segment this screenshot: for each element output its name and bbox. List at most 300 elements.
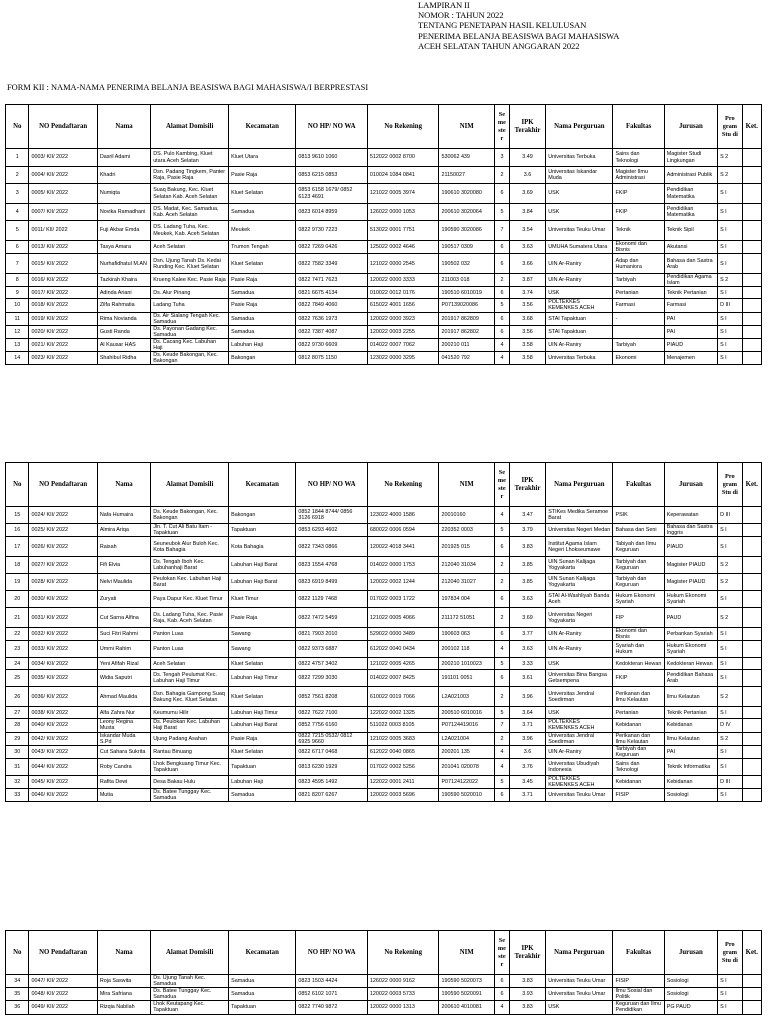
cell-nim: 220352 0003 xyxy=(439,524,495,537)
cell-perguruan: Universitas Negeri Medan xyxy=(546,524,613,537)
cell-perguruan: Universitas Iskandar Muda xyxy=(546,167,613,184)
cell-program: S I xyxy=(718,537,743,557)
cell-ket xyxy=(742,274,761,287)
cell-ipk: 3.85 xyxy=(509,574,545,591)
cell-nama: Nurhafidhatul M.AN xyxy=(97,254,150,274)
cell-no-pendaftaran: 0017/ KII/ 2022 xyxy=(29,287,97,299)
cell-program: S 2 xyxy=(718,608,743,628)
cell-hp: 0821 6675 4134 xyxy=(296,287,368,299)
cell-ipk: 3.76 xyxy=(509,758,545,775)
cell-nim: 200610 4010081 xyxy=(439,1001,495,1014)
recipient-table xyxy=(5,104,762,365)
column-header-hp: NO HP/ NO WA xyxy=(296,463,368,507)
column-header-no: No xyxy=(6,931,29,975)
cell-nim: 20010160 xyxy=(439,507,495,524)
cell-alamat: Ds. Batee Tunggay Kec. Samadua xyxy=(151,789,229,802)
cell-semester: 6 xyxy=(494,789,509,802)
cell-no-pendaftaran: 0020/ KII/ 2022 xyxy=(29,325,97,338)
cell-hp: 0822 6717 0468 xyxy=(296,745,368,758)
cell-alamat: Jln. T. Cut Ali Batu Itam - Tapaktuan xyxy=(151,524,229,537)
cell-jurusan: Farmasi xyxy=(664,299,717,312)
cell-perguruan: Universitas Negeri Yogyakarta xyxy=(546,608,613,628)
cell-no-pendaftaran: 0025/ KII/ 2022 xyxy=(29,524,97,537)
cell-semester: 5 xyxy=(494,775,509,788)
cell-program: S 2 xyxy=(718,557,743,574)
cell-alamat: Aceh Selatan xyxy=(151,241,229,254)
cell-no-pendaftaran: 0040/ KII/ 2022 xyxy=(29,719,97,732)
cell-nim: L2A021004 xyxy=(439,732,495,745)
cell-program: S I xyxy=(718,641,743,658)
column-header-ket: Ket. xyxy=(742,931,761,975)
cell-rekening: 010022 0012 0176 xyxy=(367,287,439,299)
cell-no: 8 xyxy=(6,274,29,287)
cell-rekening: 123022 0000 3295 xyxy=(367,352,439,365)
cell-nama: Raisah xyxy=(97,537,150,557)
cell-rekening: 010024 1084 0841 xyxy=(367,167,439,184)
column-header-no: No xyxy=(6,105,29,149)
cell-kecamatan: Samadua xyxy=(229,204,296,221)
table-row xyxy=(6,745,762,758)
cell-program: S I xyxy=(718,670,743,687)
cell-fakultas xyxy=(613,325,664,338)
cell-alamat: Panton Luas xyxy=(151,628,229,641)
cell-no: 19 xyxy=(6,574,29,591)
cell-kecamatan: Samadua xyxy=(229,325,296,338)
cell-alamat: Dsn. Padang Tingkem, Panter Raja, Pasie Raja xyxy=(151,167,229,184)
cell-no: 20 xyxy=(6,591,29,608)
cell-hp: 0822 4757 3402 xyxy=(296,658,368,670)
cell-hp: 0852 6102 1071 xyxy=(296,988,368,1001)
cell-nama: Tazkirah Khaira xyxy=(97,274,150,287)
cell-perguruan: USK xyxy=(546,658,613,670)
cell-hp: 0822 7740 9872 xyxy=(296,1001,368,1014)
cell-nama: Shahibul Ridha xyxy=(97,352,150,365)
cell-fakultas: Teknik xyxy=(613,221,664,241)
table-row xyxy=(6,325,762,338)
table-row xyxy=(6,732,762,745)
cell-alamat: Ds. Air Sialang Tengah Kec. Samadua xyxy=(151,312,229,325)
cell-no-pendaftaran: 0011/ KII/ 2022 xyxy=(29,221,97,241)
cell-fakultas: Keguruan dan Ilmu Pendidikan xyxy=(613,1001,664,1014)
cell-jurusan: PIAUD xyxy=(664,537,717,557)
cell-nama: Widia Saputri xyxy=(97,670,150,687)
cell-kecamatan: Kluet Timur xyxy=(229,591,296,608)
cell-nama: Nafa Humaira xyxy=(97,507,150,524)
table-row xyxy=(6,789,762,802)
cell-alamat: Ds. Cacang Kec. Labuhan Haji xyxy=(151,338,229,351)
cell-nama: Fifi Elvia xyxy=(97,557,150,574)
form-title: FORM KII : NAMA-NAMA PENERIMA BELANJA BEASISWA BAGI MAHASISWA/I BERPRESTASI xyxy=(7,83,369,92)
cell-hp: 0822 7269 0426 xyxy=(296,241,368,254)
cell-kecamatan: Pasie Raja xyxy=(229,608,296,628)
cell-no-pendaftaran: 0043/ KII/ 2022 xyxy=(29,745,97,758)
cell-semester: 6 xyxy=(494,670,509,687)
column-header-ket: Ket. xyxy=(742,463,761,507)
cell-jurusan: Sosiologi xyxy=(664,988,717,1001)
cell-jurusan: Hukum Ekonomi Syariah xyxy=(664,641,717,658)
table-row xyxy=(6,557,762,574)
cell-perguruan: UIN Sunan Kalijaga Yogyakarta xyxy=(546,557,613,574)
cell-perguruan: STIKes Medika Seramoe Barat xyxy=(546,507,613,524)
cell-perguruan: Universitas Jendral Soedirman xyxy=(546,687,613,707)
cell-no-pendaftaran: 0026/ KII/ 2022 xyxy=(29,537,97,557)
cell-no-pendaftaran: 0027/ KII/ 2022 xyxy=(29,557,97,574)
cell-jurusan: Teknik Pertanian xyxy=(664,707,717,719)
cell-fakultas: FISIP xyxy=(613,789,664,802)
column-header-rekening: No Rekening xyxy=(367,463,439,507)
cell-rekening: 126022 0000 1053 xyxy=(367,204,439,221)
cell-no-pendaftaran: 0030/ KII/ 2022 xyxy=(29,591,97,608)
cell-hp: 0823 6014 8959 xyxy=(296,204,368,221)
cell-no: 28 xyxy=(6,719,29,732)
cell-fakultas: PSIK xyxy=(613,507,664,524)
cell-rekening: 615022 4001 1656 xyxy=(367,299,439,312)
cell-no-pendaftaran: 0042/ KII/ 2022 xyxy=(29,732,97,745)
cell-no-pendaftaran: 0018/ KII/ 2022 xyxy=(29,299,97,312)
column-header-no-pendaftaran: NO Pendaftaran xyxy=(29,463,97,507)
cell-jurusan: Kedokteran Hewan xyxy=(664,658,717,670)
column-header-rekening: No Rekening xyxy=(367,105,439,149)
cell-program: S I xyxy=(718,352,743,365)
cell-rekening: 121022 0005 3974 xyxy=(367,184,439,204)
cell-kecamatan: Samadua xyxy=(229,988,296,1001)
table-row xyxy=(6,338,762,351)
cell-program: S I xyxy=(718,707,743,719)
header-line-about: TENTANG PENETAPAN HASIL KELULUSAN xyxy=(418,20,587,31)
column-header-kecamatan: Kecamatan xyxy=(229,931,296,975)
cell-rekening: 610022 0019 7066 xyxy=(367,687,439,707)
cell-no: 11 xyxy=(6,312,29,325)
cell-no-pendaftaran: 0044/ KII/ 2022 xyxy=(29,758,97,775)
cell-ket xyxy=(742,149,761,167)
cell-perguruan: POLTEKKES KEMENKES ACEH xyxy=(546,299,613,312)
cell-no-pendaftaran: 0045/ KII/ 2022 xyxy=(29,775,97,788)
cell-perguruan: Universitas Teuku Umar xyxy=(546,988,613,1001)
cell-program: S I xyxy=(718,789,743,802)
cell-nim: 201917 862809 xyxy=(439,312,495,325)
cell-fakultas: Tarbiyah xyxy=(613,274,664,287)
column-header-ket: Ket. xyxy=(742,105,761,149)
cell-ipk: 3.64 xyxy=(509,707,545,719)
column-header-nim: NIM xyxy=(439,463,495,507)
cell-alamat: Keumumu Hilir xyxy=(151,707,229,719)
cell-no-pendaftaran: 0021/ KII/ 2022 xyxy=(29,338,97,351)
table-row xyxy=(6,507,762,524)
cell-perguruan: UMUHA Sumatera Utara xyxy=(546,241,613,254)
table-row xyxy=(6,274,762,287)
cell-jurusan: Ilmu Kelautan xyxy=(664,732,717,745)
cell-ket xyxy=(742,988,761,1001)
cell-rekening: 014022 0000 1753 xyxy=(367,557,439,574)
cell-hp: 0821 8207 6267 xyxy=(296,789,368,802)
cell-jurusan: Ilmu Kelautan xyxy=(664,687,717,707)
cell-no-pendaftaran: 0046/ KII/ 2022 xyxy=(29,789,97,802)
header-line-region-year: ACEH SELATAN TAHUN ANGGARAN 2022 xyxy=(418,40,580,51)
cell-program: S 2 xyxy=(718,274,743,287)
cell-kecamatan: Samadua xyxy=(229,312,296,325)
cell-ipk: 3.71 xyxy=(509,719,545,732)
column-header-semester: Se me ste r xyxy=(494,463,509,507)
cell-hp: 0823 4595 1492 xyxy=(296,775,368,788)
cell-ipk: 3.85 xyxy=(509,557,545,574)
cell-fakultas: FIP xyxy=(613,608,664,628)
cell-rekening: 121022 0005 4265 xyxy=(367,658,439,670)
cell-rekening: 014022 0007 8425 xyxy=(367,670,439,687)
cell-nama: Ahmad Maulida xyxy=(97,687,150,707)
cell-ipk: 3.96 xyxy=(509,687,545,707)
cell-rekening: 529022 0000 3489 xyxy=(367,628,439,641)
cell-rekening: 125022 0002 4646 xyxy=(367,241,439,254)
cell-nim: 21150027 xyxy=(439,167,495,184)
cell-semester: 2 xyxy=(494,732,509,745)
cell-kecamatan: Bakongan xyxy=(229,352,296,365)
document-header xyxy=(418,0,619,51)
column-header-nama: Nama xyxy=(97,931,150,975)
cell-ket xyxy=(742,557,761,574)
cell-semester: 2 xyxy=(494,557,509,574)
cell-perguruan: Institut Agama Islam Negeri Lhokseumawe xyxy=(546,537,613,557)
cell-rekening: 120022 0000 3333 xyxy=(367,274,439,287)
cell-no-pendaftaran: 0049/ KII/ 2022 xyxy=(29,1001,97,1014)
header-line-recipients: PENERIMA BELANJA BEASISWA BAGI MAHASISWA xyxy=(418,30,620,41)
cell-perguruan: Universitas Terbuka xyxy=(546,352,613,365)
cell-semester: 6 xyxy=(494,975,509,988)
cell-no-pendaftaran: 0032/ KII/ 2022 xyxy=(29,628,97,641)
cell-no: 35 xyxy=(6,988,29,1001)
cell-alamat: DS. Pulo Kambing, Kluet utara Aceh Selatan xyxy=(151,149,229,167)
column-header-jurusan: Jurusan xyxy=(664,105,717,149)
cell-hp: 0822 7636 1973 xyxy=(296,312,368,325)
cell-nim: 190590 5020073 xyxy=(439,975,495,988)
cell-hp: 0823 6919 8499 xyxy=(296,574,368,591)
cell-no-pendaftaran: 0038/ KII/ 2022 xyxy=(29,707,97,719)
cell-semester: 5 xyxy=(494,658,509,670)
cell-semester: 7 xyxy=(494,719,509,732)
cell-nama: Mira Safriana xyxy=(97,988,150,1001)
cell-semester: 4 xyxy=(494,1001,509,1014)
cell-hp: 0822 7472 5459 xyxy=(296,608,368,628)
cell-rekening: 014022 0007 7062 xyxy=(367,338,439,351)
cell-kecamatan: Tapaktuan xyxy=(229,524,296,537)
cell-nama: Nelvi Maulida xyxy=(97,574,150,591)
table-row xyxy=(6,628,762,641)
cell-program: S I xyxy=(718,988,743,1001)
cell-no-pendaftaran: 0024/ KII/ 2022 xyxy=(29,507,97,524)
cell-jurusan: Magister Studi Lingkungan xyxy=(664,149,717,167)
table-row xyxy=(6,241,762,254)
table-row xyxy=(6,975,762,988)
cell-no: 9 xyxy=(6,287,29,299)
cell-perguruan: UIN Ar-Raniry xyxy=(546,338,613,351)
cell-perguruan: Universitas Ubudiyah Indonesia xyxy=(546,758,613,775)
cell-fakultas: FKIP xyxy=(613,670,664,687)
cell-semester: 4 xyxy=(494,338,509,351)
cell-kecamatan: Samadua xyxy=(229,287,296,299)
cell-kecamatan: Labuhan Haji Barat xyxy=(229,557,296,574)
cell-alamat: Ds. Ujung Tanah Kec. Samadua xyxy=(151,975,229,988)
cell-no-pendaftaran: 0016/ KII/ 2022 xyxy=(29,274,97,287)
cell-fakultas: Tarbiyah dan Keguruan xyxy=(613,557,664,574)
cell-semester: 6 xyxy=(494,241,509,254)
cell-no: 26 xyxy=(6,687,29,707)
cell-semester: 6 xyxy=(494,325,509,338)
cell-program: S I xyxy=(718,254,743,274)
cell-ket xyxy=(742,352,761,365)
cell-alamat: Ds. Keude Bakongan, Kec. Bakongan xyxy=(151,507,229,524)
cell-kecamatan: Kluet Utara xyxy=(229,149,296,167)
cell-nim: 212040 31027 xyxy=(439,574,495,591)
recipient-table xyxy=(5,462,762,802)
cell-program: D III xyxy=(718,775,743,788)
cell-nama: Cut Sahara Sukrita xyxy=(97,745,150,758)
cell-fakultas: Adap dan Humaniora xyxy=(613,254,664,274)
cell-fakultas: Tarbiyah xyxy=(613,338,664,351)
cell-semester: 2 xyxy=(494,574,509,591)
cell-perguruan: USK xyxy=(546,184,613,204)
cell-semester: 2 xyxy=(494,687,509,707)
cell-no-pendaftaran: 0035/ KII/ 2022 xyxy=(29,670,97,687)
cell-ipk: 3.63 xyxy=(509,591,545,608)
cell-fakultas: Syariah dan Hukum xyxy=(613,641,664,658)
cell-perguruan: UIN Ar-Raniry xyxy=(546,254,613,274)
cell-alamat: Ds. Ladang Tuha, Kec. Pasie Raja, Kab. Aceh Selatan xyxy=(151,608,229,628)
cell-nama: Khadri xyxy=(97,167,150,184)
cell-alamat: Ds. Batee Tunggay Kec. Samadua xyxy=(151,988,229,1001)
cell-nim: 190603 063 xyxy=(439,628,495,641)
cell-semester: 4 xyxy=(494,507,509,524)
column-header-hp: NO HP/ NO WA xyxy=(296,931,368,975)
cell-no: 33 xyxy=(6,789,29,802)
table-row xyxy=(6,591,762,608)
cell-jurusan: Pendidikan Matematika xyxy=(664,204,717,221)
cell-program: S I xyxy=(718,312,743,325)
column-header-perguruan: Nama Perguruan xyxy=(546,463,613,507)
column-header-nim: NIM xyxy=(439,105,495,149)
cell-jurusan: Bahasa dan Sastra Inggris xyxy=(664,524,717,537)
cell-perguruan: Universitas Bina Bangsa Getsempena xyxy=(546,670,613,687)
cell-fakultas: Pertanian xyxy=(613,287,664,299)
cell-no-pendaftaran: 0019/ KII/ 2022 xyxy=(29,312,97,325)
table-row xyxy=(6,988,762,1001)
cell-no-pendaftaran: 0023/ KII/ 2022 xyxy=(29,352,97,365)
cell-alamat: Desa Bakau Hulu xyxy=(151,775,229,788)
column-header-kecamatan: Kecamatan xyxy=(229,105,296,149)
cell-alamat: Peulokan Kec. Labuhan Haji Barat xyxy=(151,574,229,591)
column-header-program: Pro gram Stu di xyxy=(718,463,743,507)
cell-no: 7 xyxy=(6,254,29,274)
cell-perguruan: STAI Tapaktuan xyxy=(546,312,613,325)
cell-nim: 211003 018 xyxy=(439,274,495,287)
column-header-rekening: No Rekening xyxy=(367,931,439,975)
cell-nama: Rafita Dewi xyxy=(97,775,150,788)
cell-ket xyxy=(742,338,761,351)
cell-hp: 0852 1844 8744/ 0856 3126 6918 xyxy=(296,507,368,524)
cell-ipk: 3.87 xyxy=(509,274,545,287)
cell-nama: Mutia xyxy=(97,789,150,802)
cell-nama: Roby Candra xyxy=(97,758,150,775)
table-row xyxy=(6,658,762,670)
cell-ket xyxy=(742,758,761,775)
cell-no: 16 xyxy=(6,524,29,537)
cell-ket xyxy=(742,167,761,184)
cell-fakultas: Sains dan Teknologi xyxy=(613,149,664,167)
cell-nim: 190610 3020080 xyxy=(439,184,495,204)
cell-nim: 190517 0309 xyxy=(439,241,495,254)
cell-no: 29 xyxy=(6,732,29,745)
cell-nim: 190590 5020091 xyxy=(439,988,495,1001)
column-header-no: No xyxy=(6,463,29,507)
cell-jurusan: PG PAUD xyxy=(664,1001,717,1014)
cell-rekening: 017022 0002 5256 xyxy=(367,758,439,775)
table-row xyxy=(6,221,762,241)
cell-kecamatan: Labuhan Haji xyxy=(229,338,296,351)
cell-semester: 5 xyxy=(494,524,509,537)
cell-hp: 0822 7582 3349 xyxy=(296,254,368,274)
cell-no: 25 xyxy=(6,670,29,687)
cell-hp: 0822 9730 7223 xyxy=(296,221,368,241)
cell-perguruan: Universitas Teuku Umar xyxy=(546,975,613,988)
table-row xyxy=(6,254,762,274)
cell-hp: 0852 7561 8208 xyxy=(296,687,368,707)
table-row xyxy=(6,687,762,707)
cell-no-pendaftaran: 0007/ KII/ 2022 xyxy=(29,204,97,221)
cell-program: S I xyxy=(718,591,743,608)
cell-no: 30 xyxy=(6,745,29,758)
cell-nim: P07139020086 xyxy=(439,299,495,312)
cell-fakultas: Ekonomi dan Bisnis xyxy=(613,241,664,254)
cell-fakultas: Kebidanan xyxy=(613,775,664,788)
cell-ipk: 3.83 xyxy=(509,537,545,557)
cell-ipk: 3.61 xyxy=(509,670,545,687)
cell-nama: Fuji Akbar Emda xyxy=(97,221,150,241)
cell-semester: 4 xyxy=(494,641,509,658)
cell-ket xyxy=(742,732,761,745)
table-row xyxy=(6,608,762,628)
table-row xyxy=(6,719,762,732)
cell-hp: 0822 7343 0866 xyxy=(296,537,368,557)
cell-kecamatan: Kluet Selatan xyxy=(229,184,296,204)
cell-fakultas: Ilmu Sosial dan Politik xyxy=(613,988,664,1001)
table-row xyxy=(6,574,762,591)
cell-semester: 3 xyxy=(494,149,509,167)
cell-semester: 6 xyxy=(494,988,509,1001)
cell-no: 36 xyxy=(6,1001,29,1014)
cell-semester: 5 xyxy=(494,204,509,221)
cell-fakultas: Ekonomi xyxy=(613,352,664,365)
cell-ipk: 3.58 xyxy=(509,352,545,365)
cell-rekening: 121022 0005 4066 xyxy=(367,608,439,628)
table-row xyxy=(6,312,762,325)
cell-hp: 0822 7387 4087 xyxy=(296,325,368,338)
cell-hp: 0823 1554 4768 xyxy=(296,557,368,574)
column-header-fakultas: Fakultas xyxy=(613,931,664,975)
cell-jurusan: Kebidanan xyxy=(664,775,717,788)
cell-ket xyxy=(742,312,761,325)
cell-ipk: 3.69 xyxy=(509,184,545,204)
cell-no: 23 xyxy=(6,641,29,658)
cell-nama: Roja Saswita xyxy=(97,975,150,988)
cell-ipk: 3.79 xyxy=(509,524,545,537)
table-row xyxy=(6,184,762,204)
cell-nama: Suci Fitri Rahmi xyxy=(97,628,150,641)
column-header-hp: NO HP/ NO WA xyxy=(296,105,368,149)
cell-no-pendaftaran: 0005/ KII/ 2022 xyxy=(29,184,97,204)
cell-ket xyxy=(742,254,761,274)
cell-jurusan: Sosiologi xyxy=(664,975,717,988)
cell-nim: 191101 0051 xyxy=(439,670,495,687)
cell-nim: 201917 862802 xyxy=(439,325,495,338)
cell-kecamatan: Sawang xyxy=(229,628,296,641)
